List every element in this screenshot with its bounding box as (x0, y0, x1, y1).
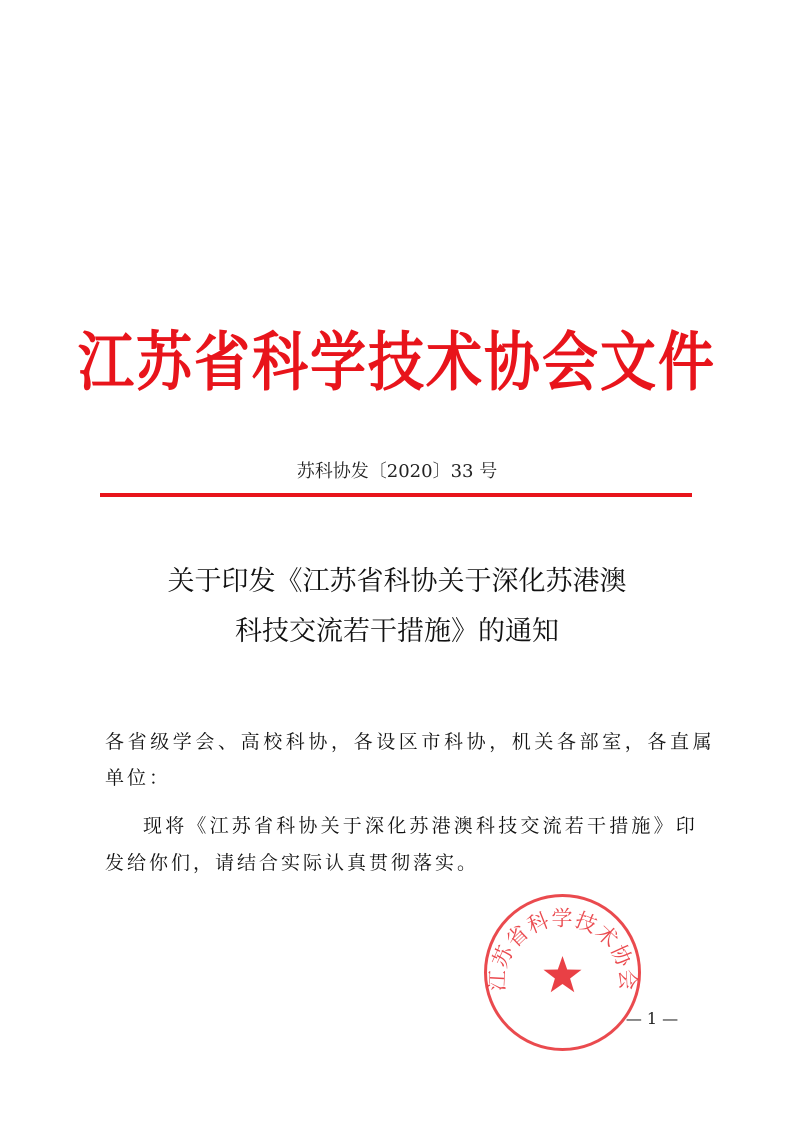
document-header-title: 江苏省科学技术协会文件 (78, 326, 716, 401)
official-seal (480, 890, 645, 1055)
notice-title-line-2: 科技交流若干措施》的通知 (235, 616, 559, 647)
notice-title-line-1: 关于印发《江苏省科协关于深化苏港澳 (167, 566, 627, 597)
page-number: — 1 — (625, 1009, 679, 1028)
star-icon (544, 956, 582, 992)
seal-text: 江苏省科学技术协会 (485, 906, 640, 992)
body-paragraph-line-2: 发给你们，请结合实际认真贯彻落实。 (105, 852, 480, 874)
body-paragraph-line-1: 现将《江苏省科协关于深化苏港澳科技交流若干措施》印 (143, 815, 699, 837)
document-number: 苏科协发〔2020〕33 号 (296, 461, 498, 482)
red-header-rule (100, 493, 692, 497)
recipients-line-1: 各省级学会、高校科协，各设区市科协，机关各部室，各直属 (105, 731, 716, 753)
recipients-line-2: 单位： (105, 767, 172, 789)
